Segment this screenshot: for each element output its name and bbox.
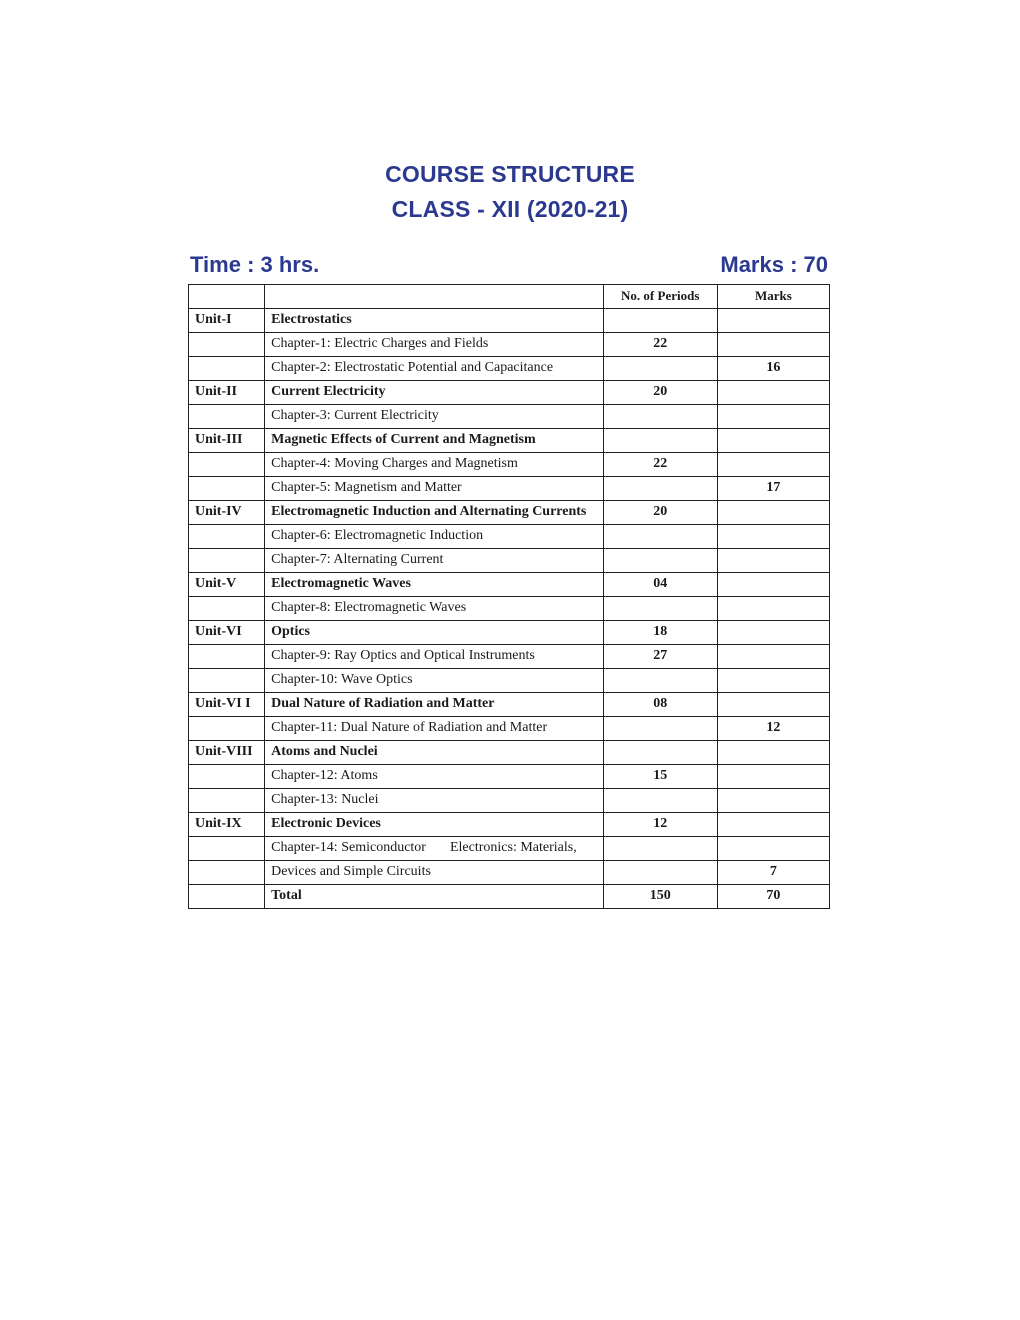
marks-cell [717,549,829,573]
unit-title: Electromagnetic Induction and Alternating Currents [265,501,604,525]
periods-cell: 04 [603,573,717,597]
periods-cell: 15 [603,765,717,789]
header-unit-cell [189,285,265,309]
table-row [189,741,830,765]
unit-title: Electrostatics [265,309,604,333]
marks-cell [717,813,829,837]
unit-cell [189,549,265,573]
chapter-title: Chapter-12: Atoms [265,765,604,789]
table-row [189,429,830,453]
table-row [189,501,830,525]
marks-cell [717,765,829,789]
unit-cell: Unit-IX [189,813,265,837]
table-row [189,573,830,597]
chapter-title: Chapter-5: Magnetism and Matter [265,477,604,501]
unit-cell [189,885,265,909]
unit-cell [189,405,265,429]
periods-cell [603,549,717,573]
chapter-title: Devices and Simple Circuits [265,861,604,885]
table-row [189,765,830,789]
periods-cell: 20 [603,381,717,405]
unit-cell [189,525,265,549]
chapter-title: Chapter-7: Alternating Current [265,549,604,573]
periods-cell: 22 [603,333,717,357]
marks-cell [717,309,829,333]
marks-cell: 12 [717,717,829,741]
chapter-title: Chapter-13: Nuclei [265,789,604,813]
table-row [189,405,830,429]
table-row [189,381,830,405]
periods-cell [603,861,717,885]
periods-cell [603,357,717,381]
unit-cell: Unit-IV [189,501,265,525]
unit-cell [189,597,265,621]
marks-label: Marks : 70 [720,252,828,277]
marks-cell [717,669,829,693]
marks-cell: 17 [717,477,829,501]
periods-cell [603,741,717,765]
table-row [189,861,830,885]
unit-cell [189,333,265,357]
chapter-title: Chapter-1: Electric Charges and Fields [265,333,604,357]
table-row [189,333,830,357]
marks-cell: 16 [717,357,829,381]
chapter-title-part1: Chapter-14: Semiconductor [271,840,426,855]
unit-cell [189,453,265,477]
table-row [189,549,830,573]
table-row [189,621,830,645]
page-title: COURSE STRUCTURE [385,161,635,187]
unit-title: Optics [265,621,604,645]
chapter-title: Chapter-3: Current Electricity [265,405,604,429]
unit-cell [189,765,265,789]
unit-cell: Unit-VI [189,621,265,645]
unit-cell: Unit-V [189,573,265,597]
chapter-title: Chapter-9: Ray Optics and Optical Instruments [265,645,604,669]
unit-cell [189,477,265,501]
unit-cell [189,789,265,813]
table-row [189,525,830,549]
periods-cell [603,429,717,453]
marks-cell [717,693,829,717]
chapter-title: Chapter-6: Electromagnetic Induction [265,525,604,549]
total-row [189,885,830,909]
table-row [189,789,830,813]
chapter-title: Chapter-2: Electrostatic Potential and Capacitance [265,357,604,381]
unit-cell [189,861,265,885]
table-row [189,597,830,621]
unit-title: Electronic Devices [265,813,604,837]
unit-cell [189,645,265,669]
table-row [189,813,830,837]
unit-cell: Unit-VI I [189,693,265,717]
unit-title: Dual Nature of Radiation and Matter [265,693,604,717]
periods-cell [603,669,717,693]
periods-cell: 27 [603,645,717,669]
marks-cell [717,597,829,621]
unit-cell: Unit-VIII [189,741,265,765]
marks-cell: 7 [717,861,829,885]
unit-cell: Unit-I [189,309,265,333]
unit-title: Electromagnetic Waves [265,573,604,597]
table-row [189,717,830,741]
total-periods: 150 [603,885,717,909]
chapter-title: Chapter-10: Wave Optics [265,669,604,693]
header-marks: Marks [717,285,829,309]
total-marks: 70 [717,885,829,909]
periods-cell: 22 [603,453,717,477]
unit-cell [189,669,265,693]
marks-cell [717,405,829,429]
marks-cell [717,381,829,405]
periods-cell [603,405,717,429]
chapter-title: Chapter-4: Moving Charges and Magnetism [265,453,604,477]
periods-cell: 20 [603,501,717,525]
chapter-title-part2: Electronics: Materials, [449,840,577,855]
unit-title: Current Electricity [265,381,604,405]
total-label: Total [265,885,604,909]
periods-cell [603,717,717,741]
periods-cell [603,525,717,549]
course-structure-table [188,284,830,909]
marks-cell [717,525,829,549]
header-periods: No. of Periods [603,285,717,309]
chapter-title [265,837,604,861]
unit-cell: Unit-III [189,429,265,453]
unit-cell [189,717,265,741]
table-row [189,693,830,717]
header-topic-cell [265,285,604,309]
marks-cell [717,837,829,861]
marks-cell [717,621,829,645]
unit-cell: Unit-II [189,381,265,405]
unit-cell [189,357,265,381]
unit-title: Atoms and Nuclei [265,741,604,765]
periods-cell [603,837,717,861]
table-header-row [189,285,830,309]
chapter-title: Chapter-8: Electromagnetic Waves [265,597,604,621]
marks-cell [717,429,829,453]
table-row [189,357,830,381]
periods-cell [603,309,717,333]
table-row [189,645,830,669]
marks-cell [717,573,829,597]
table-row [189,453,830,477]
unit-cell [189,837,265,861]
marks-cell [717,501,829,525]
table-row [189,837,830,861]
marks-cell [717,789,829,813]
marks-cell [717,645,829,669]
periods-cell: 18 [603,621,717,645]
table-row [189,309,830,333]
marks-cell [717,741,829,765]
time-label: Time : 3 hrs. [190,252,320,277]
class-subtitle: CLASS - XII (2020-21) [391,196,629,222]
table-row [189,669,830,693]
periods-cell: 08 [603,693,717,717]
chapter-title: Chapter-11: Dual Nature of Radiation and Matter [265,717,604,741]
periods-cell: 12 [603,813,717,837]
unit-title: Magnetic Effects of Current and Magnetism [265,429,604,453]
periods-cell [603,789,717,813]
marks-cell [717,453,829,477]
periods-cell [603,477,717,501]
marks-cell [717,333,829,357]
periods-cell [603,597,717,621]
table-row [189,477,830,501]
